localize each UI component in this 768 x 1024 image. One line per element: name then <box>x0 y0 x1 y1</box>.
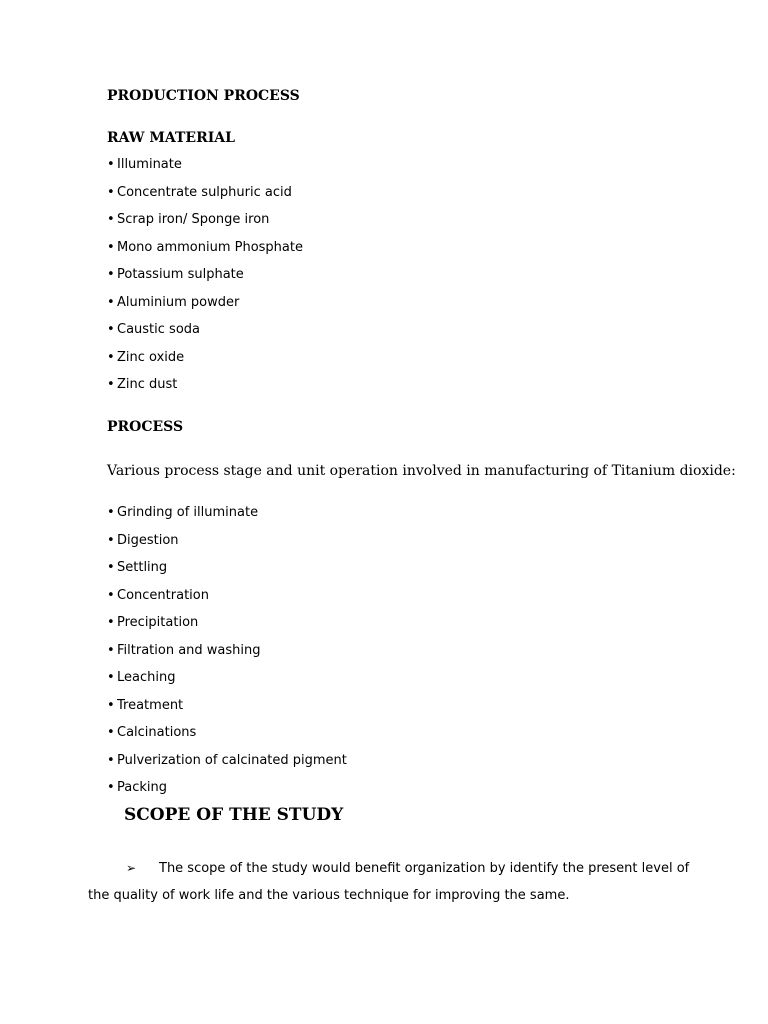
list-item <box>107 697 347 725</box>
bullet-icon: • <box>107 642 115 658</box>
bullet-icon: • <box>107 532 115 548</box>
bullet-icon: • <box>107 725 115 740</box>
list-item-label: Mono ammonium Phosphate <box>117 239 303 255</box>
list-item <box>107 376 303 404</box>
list-item <box>107 239 303 267</box>
scope-heading: SCOPE OF THE STUDY <box>124 805 344 825</box>
list-item-label: Calcinations <box>117 725 197 740</box>
list-item <box>107 559 347 587</box>
list-item-label: Settling <box>117 560 168 575</box>
list-item-label: Caustic soda <box>117 322 200 337</box>
list-item <box>107 504 347 532</box>
list-item <box>107 321 303 349</box>
list-item <box>107 779 347 807</box>
list-item-label: Grinding of illuminate <box>117 505 259 520</box>
list-item <box>107 752 347 780</box>
bullet-icon: • <box>107 212 115 227</box>
bullet-icon: • <box>107 505 115 520</box>
list-item <box>107 532 347 560</box>
list-item <box>107 294 303 322</box>
list-item-label: Aluminium powder <box>117 294 240 310</box>
raw-material-heading: RAW MATERIAL <box>107 130 235 146</box>
list-item-label: Illuminate <box>117 157 182 172</box>
list-item-label: Scrap iron/ Sponge iron <box>117 212 270 227</box>
process-steps-list <box>107 504 347 807</box>
process-intro-text: Various process stage and unit operation involved in manufacturing of Titanium dioxide: <box>107 463 736 479</box>
list-item-label: Pulverization of calcinated pigment <box>117 752 347 768</box>
bullet-icon: • <box>107 615 115 630</box>
list-item-label: Precipitation <box>117 615 199 630</box>
bullet-icon: • <box>107 157 115 172</box>
list-item <box>107 156 303 184</box>
bullet-icon: • <box>107 349 115 365</box>
list-item <box>107 587 347 615</box>
bullet-icon: • <box>107 697 115 713</box>
list-item-label: Zinc oxide <box>117 349 185 365</box>
list-item-label: Treatment <box>117 697 184 713</box>
scope-paragraph <box>88 855 708 909</box>
bullet-icon: • <box>107 587 115 603</box>
list-item <box>107 184 303 212</box>
list-item <box>107 349 303 377</box>
list-item-label: Digestion <box>117 532 179 548</box>
bullet-icon: • <box>107 752 115 768</box>
list-item <box>107 642 347 670</box>
bullet-icon: • <box>107 184 115 200</box>
scope-paragraph-text: The scope of the study would benefit organization by identify the present level of the quality of work life and the various technique for improving the same. <box>88 861 690 903</box>
list-item-label: Concentration <box>117 587 209 603</box>
process-heading: PROCESS <box>107 419 184 435</box>
list-item <box>107 266 303 294</box>
bullet-icon: • <box>107 294 115 310</box>
bullet-icon: • <box>107 267 115 282</box>
list-item-label: Zinc dust <box>117 377 178 392</box>
list-item-label: Concentrate sulphuric acid <box>117 184 292 200</box>
list-item-label: Leaching <box>117 670 176 685</box>
list-item <box>107 614 347 642</box>
bullet-icon: • <box>107 377 115 392</box>
list-item-label: Potassium sulphate <box>117 267 244 282</box>
bullet-icon: • <box>107 560 115 575</box>
bullet-icon: • <box>107 780 115 795</box>
bullet-icon: • <box>107 239 115 255</box>
list-item-label: Packing <box>117 780 168 795</box>
list-item-label: Filtration and washing <box>117 642 261 658</box>
list-item <box>107 211 303 239</box>
bullet-icon: • <box>107 670 115 685</box>
list-item <box>107 669 347 697</box>
arrow-bullet-icon: ➢ <box>126 861 137 875</box>
production-process-heading: PRODUCTION PROCESS <box>107 88 300 104</box>
bullet-icon: • <box>107 322 115 337</box>
list-item <box>107 724 347 752</box>
raw-material-list <box>107 156 303 404</box>
